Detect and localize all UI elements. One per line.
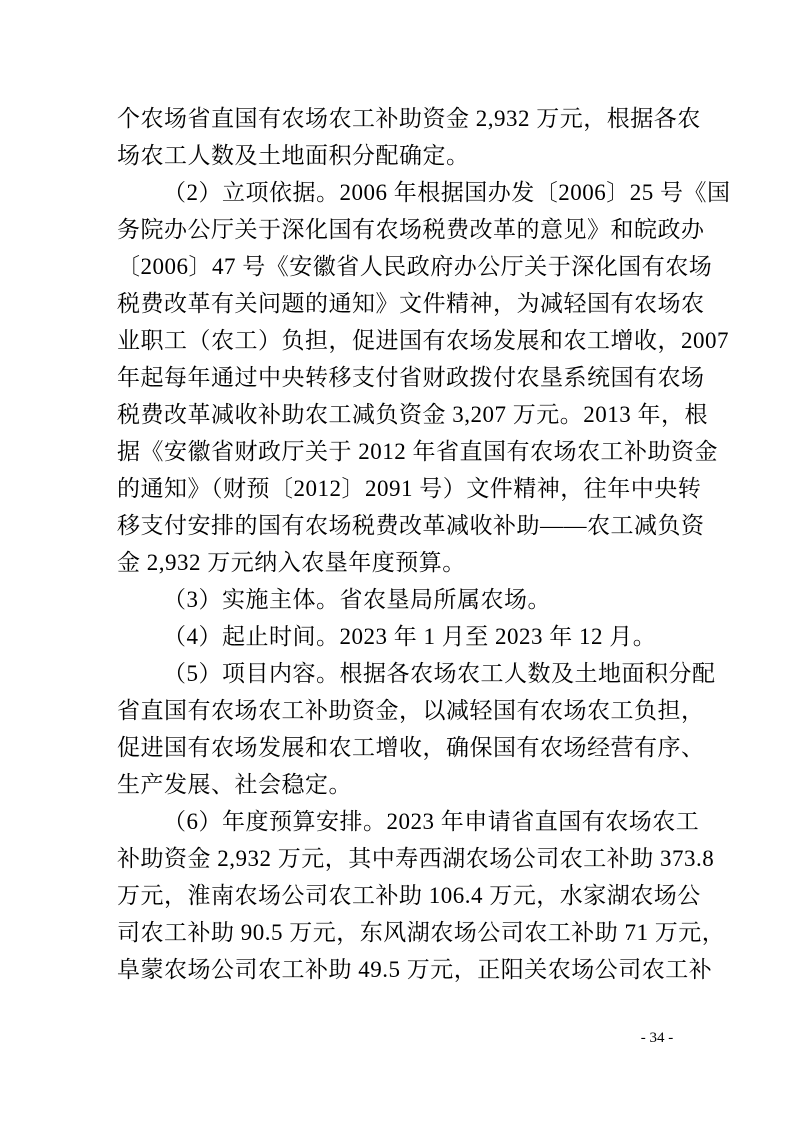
text-line: （5）项目内容。根据各农场农工人数及土地面积分配 (163, 661, 716, 686)
text-line: 金 2,932 万元纳入农垦年度预算。 (117, 550, 466, 575)
text-line: 移支付安排的国有农场税费改革减收补助——农工减负资 (117, 513, 705, 538)
text-line: 万元，淮南农场公司农工补助 106.4 万元，水家湖农场公 (117, 883, 701, 908)
text-line: 据《安徽省财政厅关于 2012 年省直国有农场农工补助资金 (117, 439, 718, 464)
text-line: 税费改革减收补助农工减负资金 3,207 万元。2013 年，根 (117, 402, 708, 427)
text-line: 年起每年通过中央转移支付省财政拨付农垦系统国有农场 (117, 365, 705, 390)
text-line: 场农工人数及土地面积分配确定。 (117, 143, 470, 168)
text-line: 阜蒙农场公司农工补助 49.5 万元，正阳关农场公司农工补 (117, 957, 713, 982)
text-line: 业职工（农工）负担，促进国有农场发展和农工增收，2007 (117, 328, 729, 353)
text-line: 促进国有农场发展和农工增收，确保国有农场经营有序、 (117, 735, 705, 760)
text-line: （3）实施主体。省农垦局所属农场。 (163, 587, 551, 612)
text-line: （4）起止时间。2023 年 1 月至 2023 年 12 月。 (163, 624, 657, 649)
text-line: 省直国有农场农工补助资金，以减轻国有农场农工负担， (117, 698, 705, 723)
page-number: - 34 - (640, 1030, 674, 1046)
text-line: 的通知》（财预〔2012〕2091 号）文件精神，往年中央转 (117, 476, 702, 501)
text-line: （6）年度预算安排。2023 年申请省直国有农场农工 (163, 809, 700, 834)
text-line: 个农场省直国有农场农工补助资金 2,932 万元，根据各农 (117, 106, 701, 131)
text-line: 务院办公厅关于深化国有农场税费改革的意见》和皖政办 (117, 217, 705, 242)
body-text (117, 100, 731, 988)
text-line: 税费改革有关问题的通知》文件精神，为减轻国有农场农 (117, 291, 705, 316)
text-line: 〔2006〕47 号《安徽省人民政府办公厅关于深化国有农场 (117, 254, 713, 279)
text-line: 生产发展、社会稳定。 (117, 772, 352, 797)
text-line: （2）立项依据。2006 年根据国办发〔2006〕25 号《国 (163, 180, 731, 205)
text-line: 司农工补助 90.5 万元，东风湖农场公司农工补助 71 万元， (117, 920, 726, 945)
text-line: 补助资金 2,932 万元，其中寿西湖农场公司农工补助 373.8 (117, 846, 715, 871)
